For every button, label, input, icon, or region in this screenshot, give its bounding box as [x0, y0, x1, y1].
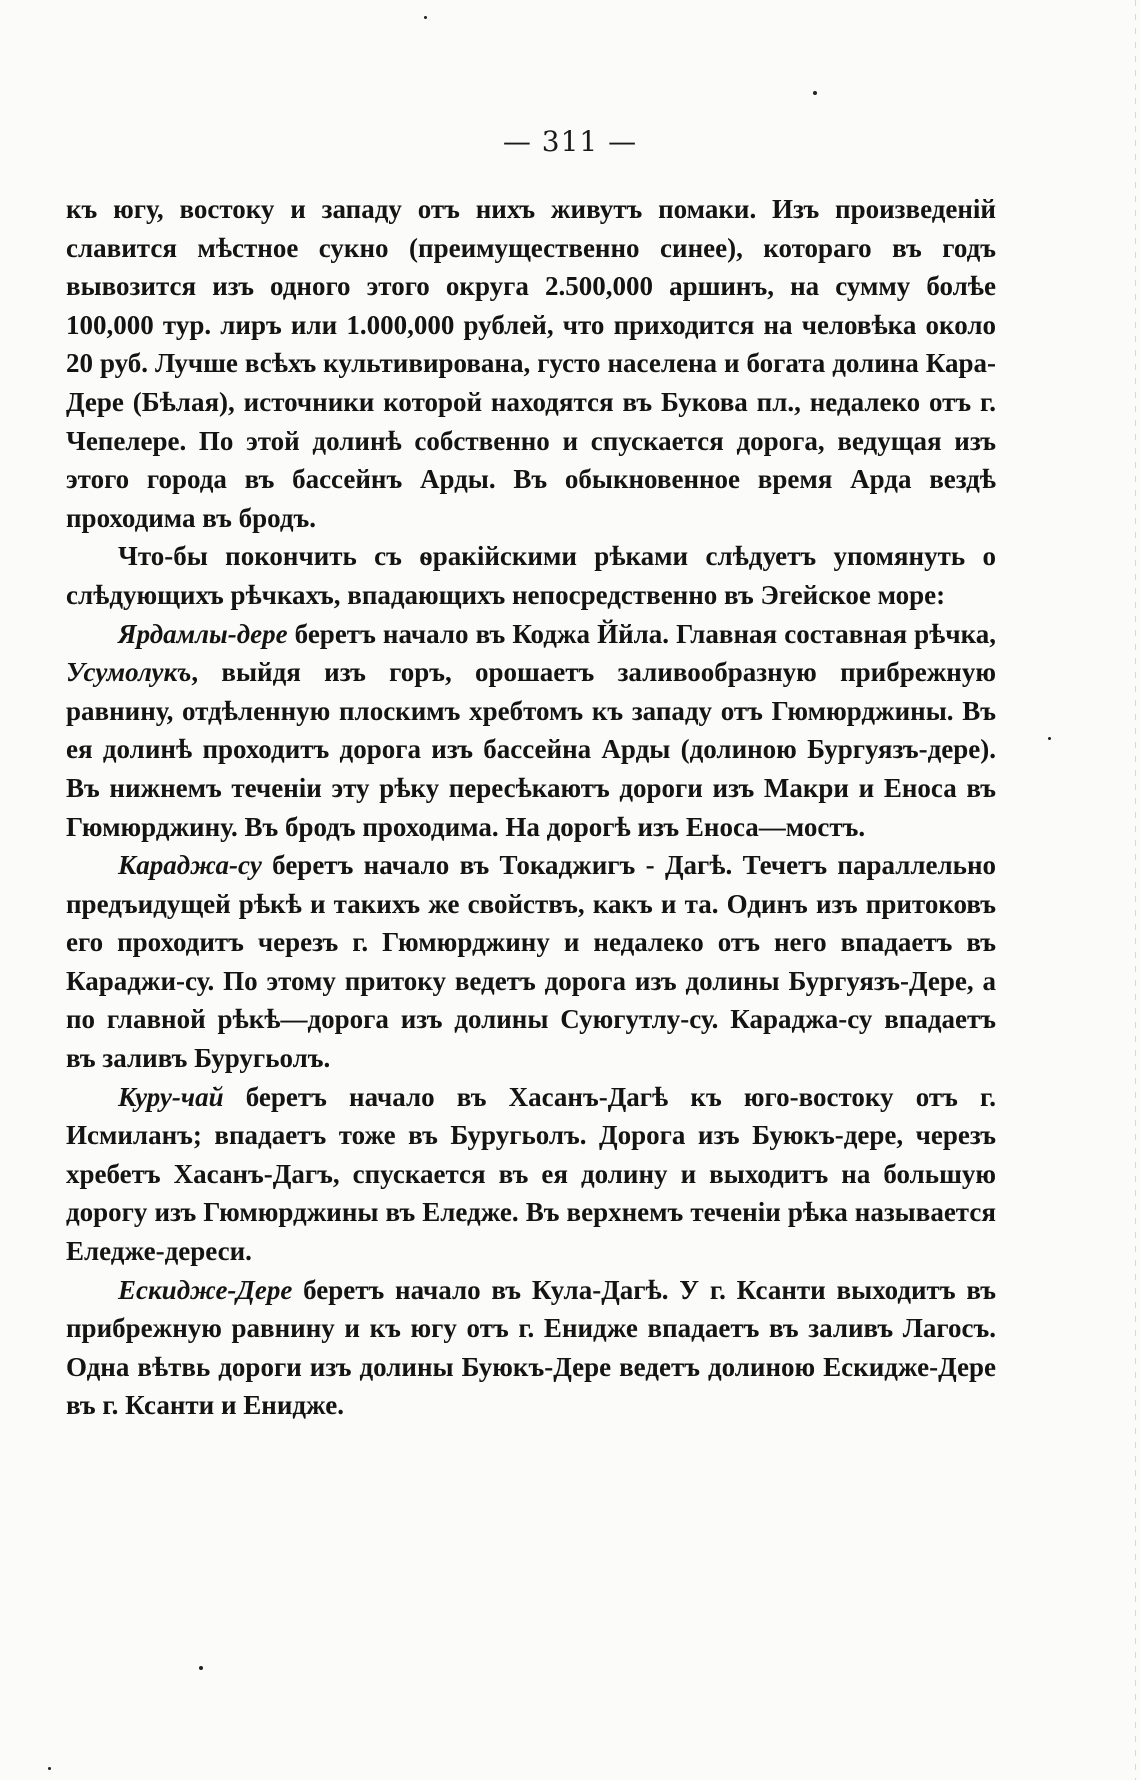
paragraph-river-yardamly: [66, 615, 996, 847]
paragraph-intro: Что-бы покончить съ ѳракійскими рѣками слѣдуетъ упомянуть о слѣдующихъ рѣчкахъ, впадающихъ непосредственно въ Эгейское море:: [66, 541, 996, 610]
river-name: Ескидже-Дере: [118, 1274, 293, 1305]
tributary-name: Усумолукъ: [66, 657, 192, 688]
paragraph-text: беретъ начало въ Токаджигъ - Дагѣ. Течетъ параллельно предъидущей рѣкѣ и такихъ же свойствъ, какъ и та. Одинъ изъ притоковъ его проходитъ черезъ г. Гюмюрджину и недалеко отъ него впадаетъ въ Караджи-су. По этому притоку ведетъ дорога изъ долины Бургуязъ-Дере, а по главной рѣкѣ—дорога изъ долины Суюгутлу-су. Караджа-су впадаетъ въ заливъ Буругьолъ.: [66, 850, 996, 1074]
scan-speck: [424, 16, 427, 19]
paragraph-text: , выйдя изъ горъ, орошаетъ заливообразную прибрежную равнину, отдѣленную плоскимъ хребтомъ къ западу отъ Гюмюрджины. Въ ея долинѣ проходитъ дорога изъ бассейна Арды (долиною Бургуязъ-дере). Въ нижнемъ теченіи эту рѣку пересѣкаютъ дороги изъ Макри и Еноса въ Гюмюрджину. Въ бродъ проходима. На дорогѣ изъ Еноса—мостъ.: [66, 657, 996, 842]
river-name: Куру-чай: [118, 1081, 224, 1112]
scan-speck: [48, 1767, 51, 1770]
scan-edge: [1135, 0, 1136, 1780]
paragraph-river-eskidzhe: [66, 1271, 996, 1425]
paragraph-text: беретъ начало въ Коджа Ййла. Главная составная рѣчка,: [287, 618, 996, 649]
paragraph-continuation: къ югу, востоку и западу отъ нихъ живутъ помаки. Изъ произведеній славится мѣстное сукно (преимущественно синее), котораго въ годъ вывозится изъ одного этого округа 2.500,000 аршинъ, на сумму болѣе 100,000 тур. лиръ или 1.000,000 рублей, что приходится на человѣка около 20 руб. Лучше всѣхъ культивирована, густо населена и богата долина Кара-Дере (Бѣлая), источники которой находятся въ Букова пл., недалеко отъ г. Чепелере. По этой долинѣ собственно и спускается дорога, ведущая изъ этого города въ бассейнъ Арды. Въ обыкновенное время Арда вездѣ проходима въ бродъ.: [66, 194, 996, 533]
body-text: [66, 190, 996, 1425]
river-name: Ярдамлы-дере: [118, 618, 288, 649]
scan-speck: [1048, 737, 1051, 740]
page-number: — 311 —: [502, 125, 638, 158]
river-name: Караджа-су: [118, 850, 262, 881]
paragraph-text: беретъ начало въ Кула-Дагѣ. У г. Ксанти выходитъ въ прибрежную равнину и къ югу отъ г. Енидже впадаетъ въ заливъ Лагосъ. Одна вѣтвь дороги изъ долины Буюкъ-Дере ведетъ долиною Ескидже-Дере въ г. Ксанти и Енидже.: [66, 1274, 996, 1421]
scan-speck: [813, 91, 817, 95]
scan-speck: [199, 1666, 203, 1670]
paragraph-text: беретъ начало въ Хасанъ-Дагѣ къ юго-востоку отъ г. Исмиланъ; впадаетъ тоже въ Буругьолъ. Дорога изъ Буюкъ-дере, черезъ хребетъ Хасанъ-Дагъ, спускается въ ея долину и выходитъ на большую дорогу изъ Гюмюрджины въ Еледже. Въ верхнемъ теченіи рѣка называется Еледже-дереси.: [66, 1081, 996, 1267]
paragraph-river-kuru-chai: [66, 1078, 996, 1271]
paragraph-river-karadzha: [66, 846, 996, 1078]
